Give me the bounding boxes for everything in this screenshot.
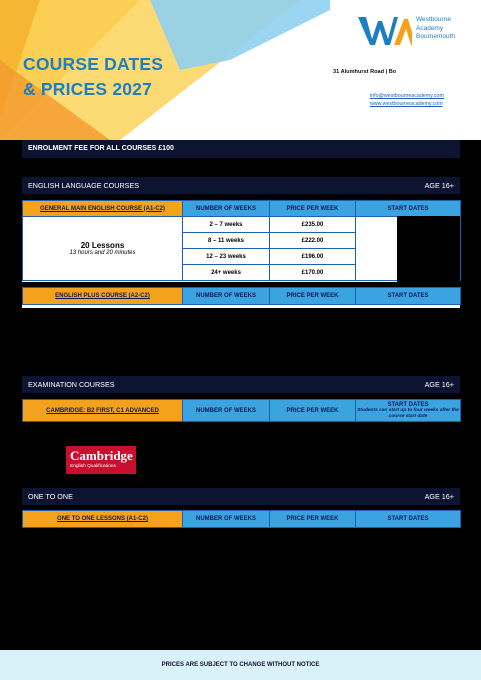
col-weeks: NUMBER OF WEEKS <box>183 400 270 422</box>
one-to-one-section-bar <box>22 488 460 505</box>
course-name-cambridge: CAMBRIDGE: B2 FIRST, C1 ADVANCED <box>23 400 183 422</box>
english-plus-table <box>22 287 460 308</box>
footer-notice: PRICES ARE SUBJECT TO CHANGE WITHOUT NOTICE <box>0 650 481 680</box>
english-age-label: AGE 16+ <box>424 181 454 190</box>
col-weeks: NUMBER OF WEEKS <box>183 288 270 305</box>
general-english-table <box>22 200 460 282</box>
cambridge-subtitle: English Qualifications <box>70 464 116 469</box>
weeks-cell: 8 – 11 weeks <box>183 233 270 249</box>
redaction-block <box>397 216 460 282</box>
course-name-general: GENERAL MAIN ENGLISH COURSE (A1-C2) <box>23 201 183 217</box>
col-price: PRICE PER WEEK <box>270 400 356 422</box>
academy-logo <box>352 12 468 46</box>
website-link[interactable]: www.westbourneacademy.com <box>370 101 443 107</box>
address-text: 31 Alumhurst Road | Bo <box>333 69 397 75</box>
one-age-label: AGE 16+ <box>424 492 454 501</box>
col-price: PRICE PER WEEK <box>270 288 356 305</box>
wa-logo-icon <box>358 15 412 45</box>
course-name-one-to-one: ONE TO ONE LESSONS (A1-C2) <box>23 511 183 528</box>
lessons-count: 20 Lessons <box>80 241 125 250</box>
page-header <box>0 0 481 140</box>
logo-line-3: Bournemouth <box>416 33 456 40</box>
col-price: PRICE PER WEEK <box>270 511 356 528</box>
english-section-title: ENGLISH LANGUAGE COURSES <box>28 181 140 190</box>
price-cell: £235.00 <box>270 217 356 233</box>
contact-links <box>370 92 444 108</box>
weeks-cell: 12 – 23 weeks <box>183 249 270 265</box>
exam-age-label: AGE 16+ <box>424 380 454 389</box>
col-start-label: START DATES <box>387 401 429 408</box>
cambridge-logo <box>66 446 136 474</box>
price-cell: £170.00 <box>270 265 356 281</box>
logo-text <box>416 16 455 42</box>
email-link[interactable]: info@westbourneacademy.com <box>370 93 444 99</box>
one-to-one-table-header <box>22 510 460 528</box>
page-title <box>23 52 163 102</box>
course-name-plus: ENGLISH PLUS COURSE (A2-C2) <box>23 288 183 305</box>
enrolment-fee-bar: ENROLMENT FEE FOR ALL COURSES £100 <box>22 140 460 158</box>
exam-section-bar <box>22 376 460 393</box>
col-start: START DATES <box>356 288 461 305</box>
lessons-cell <box>23 217 183 281</box>
one-section-title: ONE TO ONE <box>28 492 73 501</box>
weeks-cell: 2 – 7 weeks <box>183 217 270 233</box>
col-start: START DATES <box>356 201 461 217</box>
col-start: START DATES <box>356 511 461 528</box>
lessons-hours: 13 hours and 20 minutes <box>69 250 136 256</box>
exam-section-title: EXAMINATION COURSES <box>28 380 115 389</box>
start-note: Students can start up to four weeks after the course start date <box>357 407 459 419</box>
col-start <box>356 400 461 422</box>
cambridge-wordmark: Cambridge <box>70 448 133 463</box>
price-cell: £196.00 <box>270 249 356 265</box>
col-weeks: NUMBER OF WEEKS <box>183 201 270 217</box>
col-weeks: NUMBER OF WEEKS <box>183 511 270 528</box>
col-price: PRICE PER WEEK <box>270 201 356 217</box>
logo-line-1: Westbourne <box>416 16 451 23</box>
title-line-2: & PRICES 2027 <box>23 79 153 99</box>
title-line-1: COURSE DATES <box>23 54 164 74</box>
english-section-bar <box>22 177 460 194</box>
price-cell: £222.00 <box>270 233 356 249</box>
weeks-cell: 24+ weeks <box>183 265 270 281</box>
logo-line-2: Academy <box>416 24 444 32</box>
exam-table-header <box>22 399 460 421</box>
